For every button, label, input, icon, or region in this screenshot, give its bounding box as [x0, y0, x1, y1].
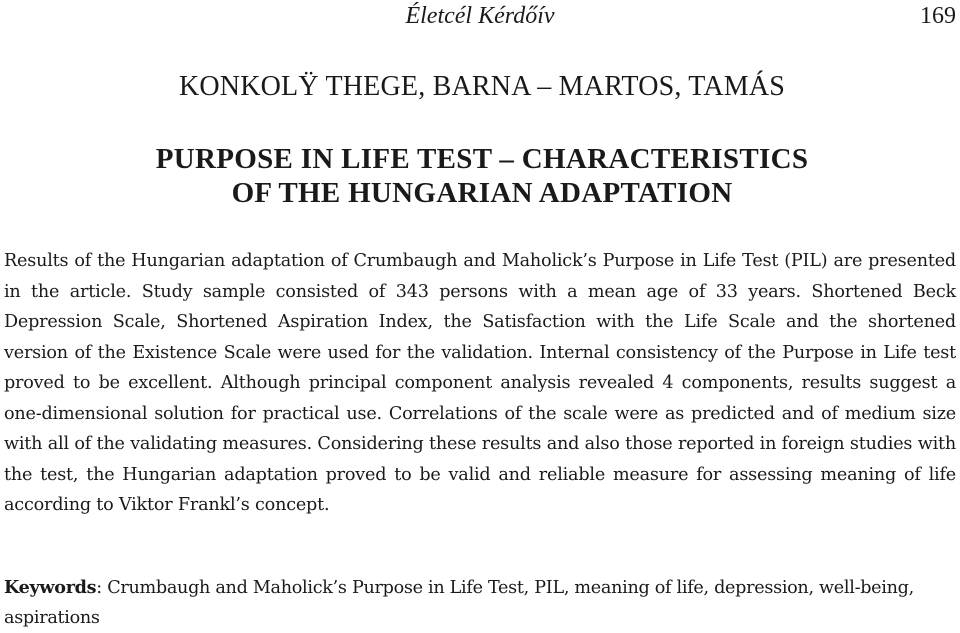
- keywords-text: Crumbaugh and Maholick’s Purpose in Life Test, PIL, meaning of life, depression, well-being, aspirations: [4, 578, 914, 628]
- article-title-line-1: PURPOSE IN LIFE TEST – CHARACTERISTICS: [155, 143, 809, 175]
- page-number: 169: [920, 3, 956, 29]
- keywords-separator: :: [96, 578, 108, 598]
- running-head: [0, 2, 960, 30]
- keywords-label: Keywords: [4, 577, 97, 598]
- article-title: [0, 142, 960, 210]
- article-authors: KONKOLŸ THEGE, BARNA – MARTOS, TAMÁS: [178, 71, 786, 102]
- abstract-paragraph: Results of the Hungarian adaptation of Crumbaugh and Maholick’s Purpose in Life Test (PIL) are presented in the article. Study sample consisted of 343 persons with a mean age of 33 years. Shortened Beck Depression Scale, Shortened Aspiration Index, the Satisfaction with the Life Scale and the shortened version of the Existence Scale were used for the validation. Internal consistency of the Purpose in Life test proved to be excellent. Although principal component analysis revealed 4 components, results suggest a one-dimensional solution for practical use. Correlations of the scale were as predicted and of medium size with all of the validating measures. Considering these results and also those reported in foreign studies with the test, the Hungarian adaptation proved to be valid and reliable measure for assessing meaning of life according to Viktor Frankl’s concept.: [4, 251, 956, 515]
- article-title-line-2: OF THE HUNGARIAN ADAPTATION: [231, 177, 733, 209]
- keywords-paragraph: [4, 573, 956, 633]
- journal-title: Életcél Kérdőív: [405, 3, 555, 29]
